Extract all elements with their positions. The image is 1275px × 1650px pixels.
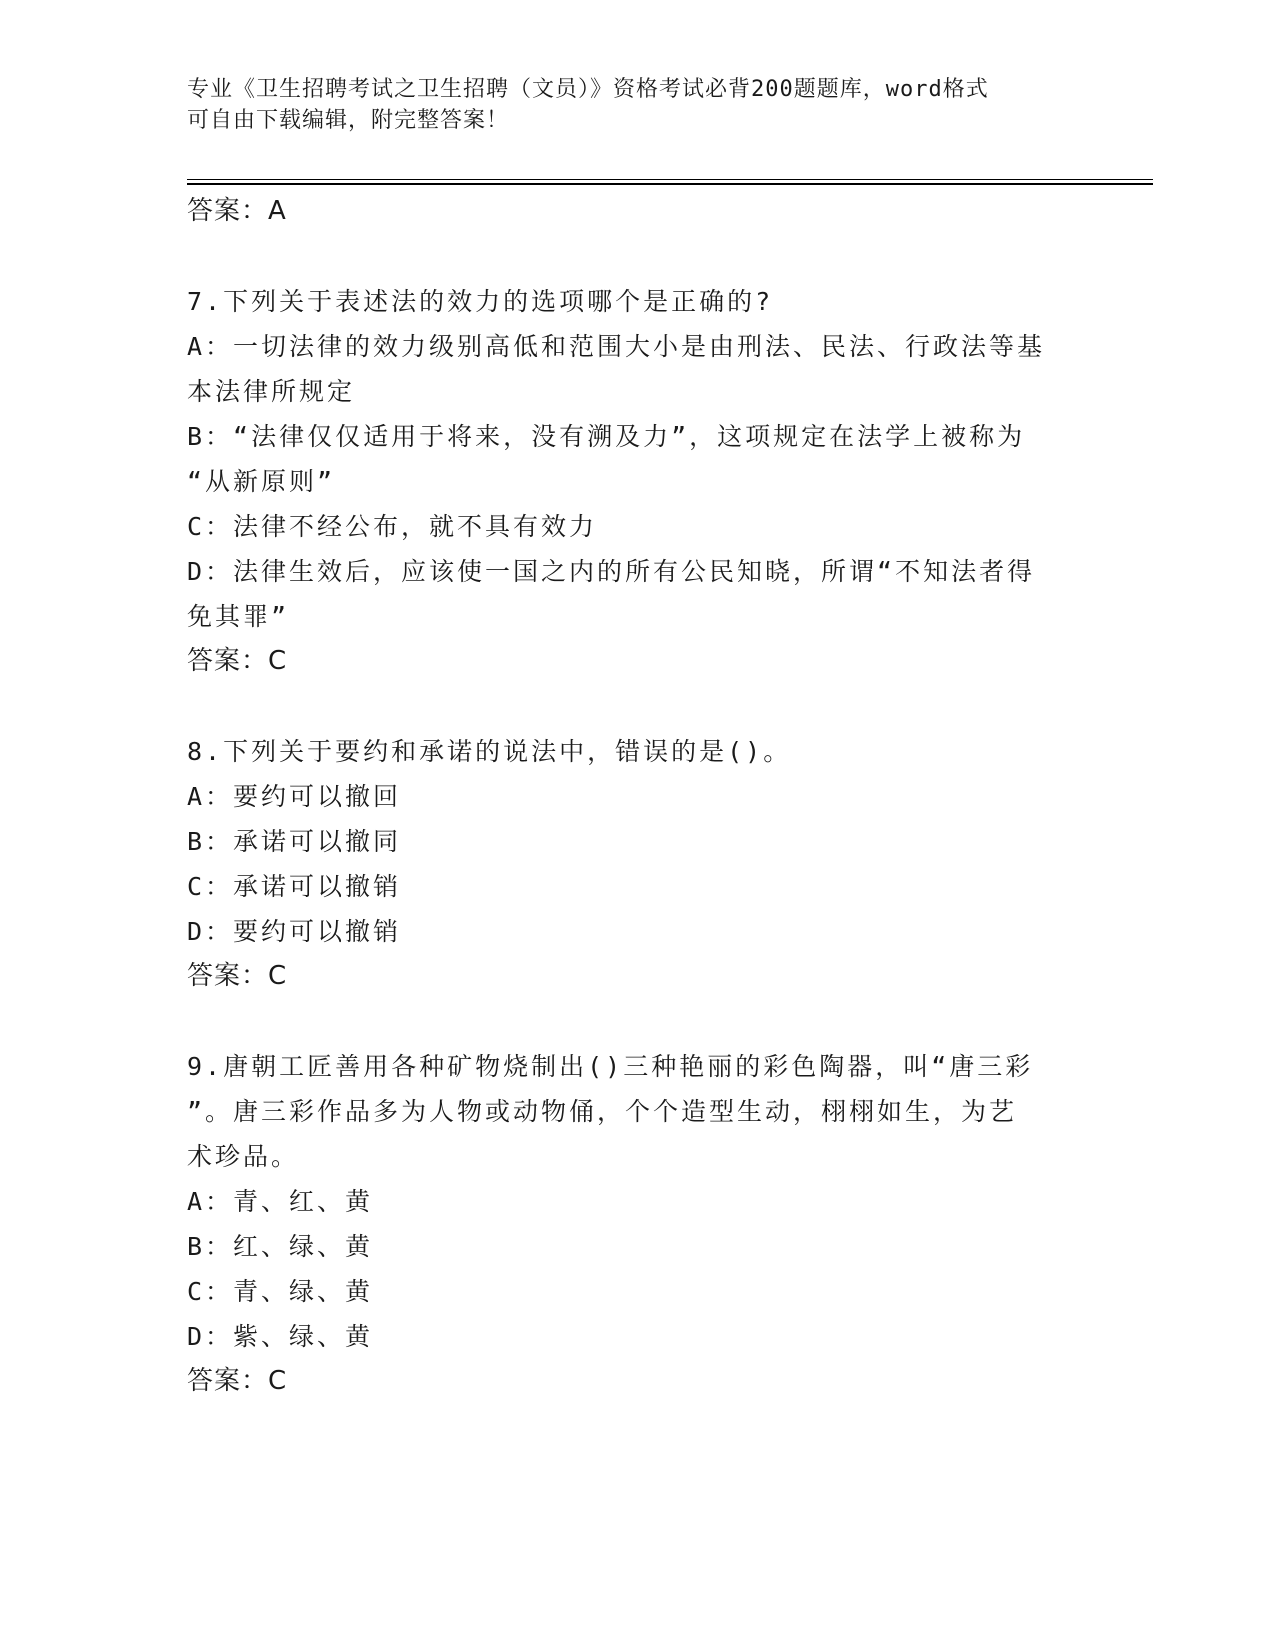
answer: 答案：C xyxy=(187,646,288,676)
header-divider-thick xyxy=(187,183,1153,185)
header-line-1: 专业《卫生招聘考试之卫生招聘（文员）》资格考试必背200题题库，word格式 xyxy=(187,77,989,102)
question-text-continued: 术珍品。 xyxy=(187,1142,300,1171)
document-body xyxy=(187,189,1087,1404)
header-line-2: 可自由下载编辑，附完整答案！ xyxy=(187,108,510,133)
question-block xyxy=(187,1044,1087,1404)
question-text: 9.唐朝工匠善用各种矿物烧制出()三种艳丽的彩色陶器，叫“唐三彩 xyxy=(187,1052,1034,1081)
spacer xyxy=(187,234,1087,279)
option-b-continued: “从新原则” xyxy=(187,467,336,496)
question-block xyxy=(187,729,1087,999)
option-c: C：青、绿、黄 xyxy=(187,1277,374,1306)
option-b: B：红、绿、黄 xyxy=(187,1232,374,1261)
header-divider-thin xyxy=(187,179,1153,180)
document-header xyxy=(187,74,1067,136)
option-c: C：法律不经公布，就不具有效力 xyxy=(187,512,598,541)
option-d: D：要约可以撤销 xyxy=(187,917,402,946)
answer: 答案：C xyxy=(187,1366,288,1396)
option-b: B：承诺可以撤同 xyxy=(187,827,402,856)
option-b: B：“法律仅仅适用于将来，没有溯及力”，这项规定在法学上被称为 xyxy=(187,422,1026,451)
question-text-continued: ”。唐三彩作品多为人物或动物俑，个个造型生动，栩栩如生，为艺 xyxy=(187,1097,1018,1126)
option-d: D：法律生效后，应该使一国之内的所有公民知晓，所谓“不知法者得 xyxy=(187,557,1036,586)
option-d: D：紫、绿、黄 xyxy=(187,1322,374,1351)
option-a: A：一切法律的效力级别高低和范围大小是由刑法、民法、行政法等基 xyxy=(187,332,1046,361)
spacer xyxy=(187,684,1087,729)
spacer xyxy=(187,999,1087,1044)
option-c: C：承诺可以撤销 xyxy=(187,872,402,901)
answer: 答案：C xyxy=(187,961,288,991)
question-block xyxy=(187,279,1087,684)
option-a-continued: 本法律所规定 xyxy=(187,377,356,406)
previous-answer: 答案：A xyxy=(187,196,287,226)
option-a: A：青、红、黄 xyxy=(187,1187,374,1216)
option-a: A：要约可以撤回 xyxy=(187,782,402,811)
question-text: 8.下列关于要约和承诺的说法中，错误的是()。 xyxy=(187,737,792,766)
option-d-continued: 免其罪” xyxy=(187,602,290,631)
question-text: 7.下列关于表述法的效力的选项哪个是正确的? xyxy=(187,287,774,316)
